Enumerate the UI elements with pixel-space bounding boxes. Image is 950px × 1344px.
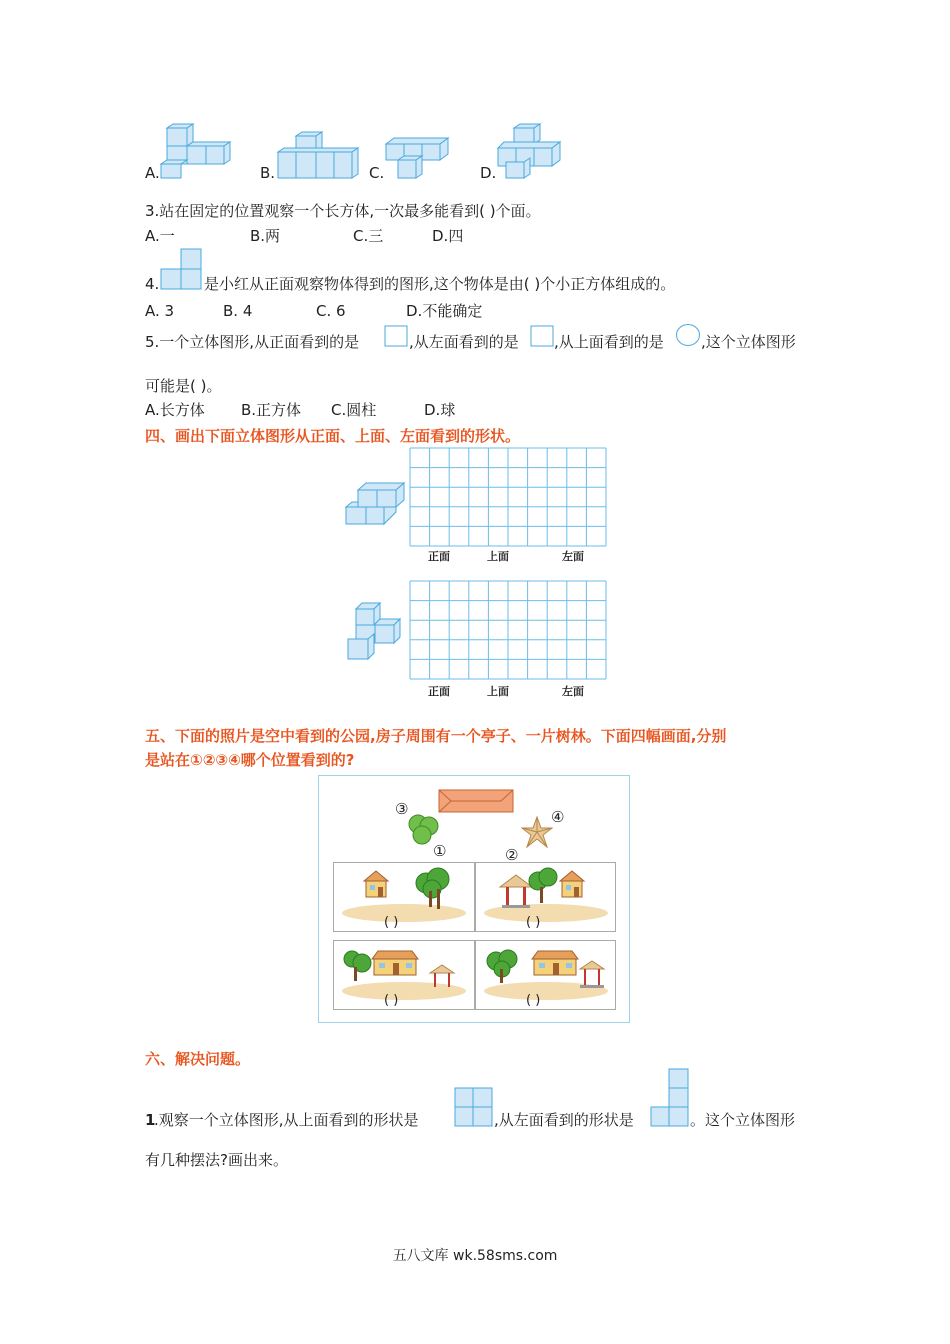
q3-stem: 3.站在固定的位置观察一个长方体,一次最多能看到( )个面。 [145, 202, 541, 220]
scene-4-illustration [476, 941, 616, 1009]
section4-grid-2[interactable] [409, 580, 607, 680]
scene-4-answer[interactable]: ( ) [526, 993, 541, 1008]
section4-grid-1[interactable] [409, 447, 607, 547]
option-c-cube-figure [384, 132, 450, 180]
section4-solid-1 [344, 480, 408, 526]
section6-q1-part1: .观察一个立体图形,从上面看到的形状是 [154, 1111, 419, 1129]
grid1-label-top: 上面 [487, 550, 509, 563]
option-b-label: B. [260, 164, 276, 182]
marker-2: ② [505, 846, 519, 864]
q5-option-b: B.正方体 [241, 401, 302, 419]
scene-panel-2 [475, 862, 616, 932]
option-b-cube-figure [274, 130, 360, 180]
q4-option-c: C. 6 [316, 302, 346, 320]
q3-option-c: C.三 [353, 227, 384, 245]
section6-q1-line2: 有几种摆法?画出来。 [145, 1151, 288, 1169]
section4-title: 四、画出下面立体图形从正面、上面、左面看到的形状。 [145, 427, 521, 445]
q3-option-b: B.两 [250, 227, 281, 245]
grid2-label-top: 上面 [487, 685, 509, 698]
q5-left-view-square [530, 325, 554, 347]
footer-watermark: 五八文库 wk.58sms.com [392, 1248, 558, 1264]
scene-3-answer[interactable]: ( ) [384, 993, 399, 1008]
section6-title: 六、解决问题。 [145, 1050, 251, 1068]
scene-2-illustration [476, 863, 616, 931]
q4-option-d: D.不能确定 [406, 302, 483, 320]
scene-panel-3 [333, 940, 475, 1010]
q5-option-c: C.圆柱 [331, 401, 377, 419]
q4-stem: 是小红从正面观察物体得到的图形,这个物体是由( )个小正方体组成的。 [204, 275, 676, 293]
q4-option-a: A. 3 [145, 302, 175, 320]
scene-panel-4 [475, 940, 616, 1010]
marker-4: ④ [551, 808, 565, 826]
section6-left-view-figure [650, 1068, 690, 1128]
option-c-label: C. [369, 164, 385, 182]
grid2-label-front: 正面 [428, 685, 450, 698]
q5-top-view-circle [675, 323, 701, 347]
section4-solid-2 [346, 601, 406, 661]
q5-option-a: A.长方体 [145, 401, 205, 419]
q5-stem-part2: ,从左面看到的是 [409, 333, 519, 351]
pavilion-top-view [521, 816, 553, 848]
section5-title-line1: 五、下面的照片是空中看到的公园,房子周围有一个亭子、一片树林。下面四幅画面,分别 [145, 727, 727, 745]
q3-option-d: D.四 [432, 227, 464, 245]
q5-stem-part4: ,这个立体图形 [701, 333, 796, 351]
q3-option-a: A.一 [145, 227, 175, 245]
scene-panel-1 [333, 862, 475, 932]
tree-cluster-top-view [405, 812, 441, 846]
scene-1-illustration [334, 863, 474, 931]
q4-option-b: B. 4 [223, 302, 253, 320]
option-d-cube-figure [496, 122, 562, 180]
q5-stem-part3: ,从上面看到的是 [554, 333, 664, 351]
q5-stem-line2: 可能是( )。 [145, 377, 222, 395]
section6-q1-part2: ,从左面看到的形状是 [494, 1111, 634, 1129]
marker-1: ① [433, 842, 447, 860]
park-figure [318, 775, 630, 1023]
scene-3-illustration [334, 941, 474, 1009]
section5-title-line2: 是站在①②③④哪个位置看到的? [145, 751, 355, 769]
option-a-label: A. [145, 164, 160, 182]
q4-front-view-figure [160, 248, 204, 290]
q4-number: 4. [145, 275, 160, 293]
section6-top-view-figure [454, 1087, 494, 1127]
grid1-label-left: 左面 [562, 550, 584, 563]
q5-stem-part1: 5.一个立体图形,从正面看到的是 [145, 333, 360, 351]
option-d-label: D. [480, 164, 497, 182]
option-a-cube-figure [158, 122, 232, 180]
grid2-label-left: 左面 [562, 685, 584, 698]
house-roof-top-view [437, 788, 515, 814]
q5-option-d: D.球 [424, 401, 456, 419]
section6-q1-part3: 。这个立体图形 [690, 1111, 796, 1129]
q5-front-view-square [384, 325, 408, 347]
marker-3: ③ [395, 800, 409, 818]
q2-options-row [0, 120, 950, 182]
grid1-label-front: 正面 [428, 550, 450, 563]
section6-q1-number: 1 [145, 1111, 156, 1129]
scene-1-answer[interactable]: ( ) [384, 915, 399, 930]
scene-2-answer[interactable]: ( ) [526, 915, 541, 930]
